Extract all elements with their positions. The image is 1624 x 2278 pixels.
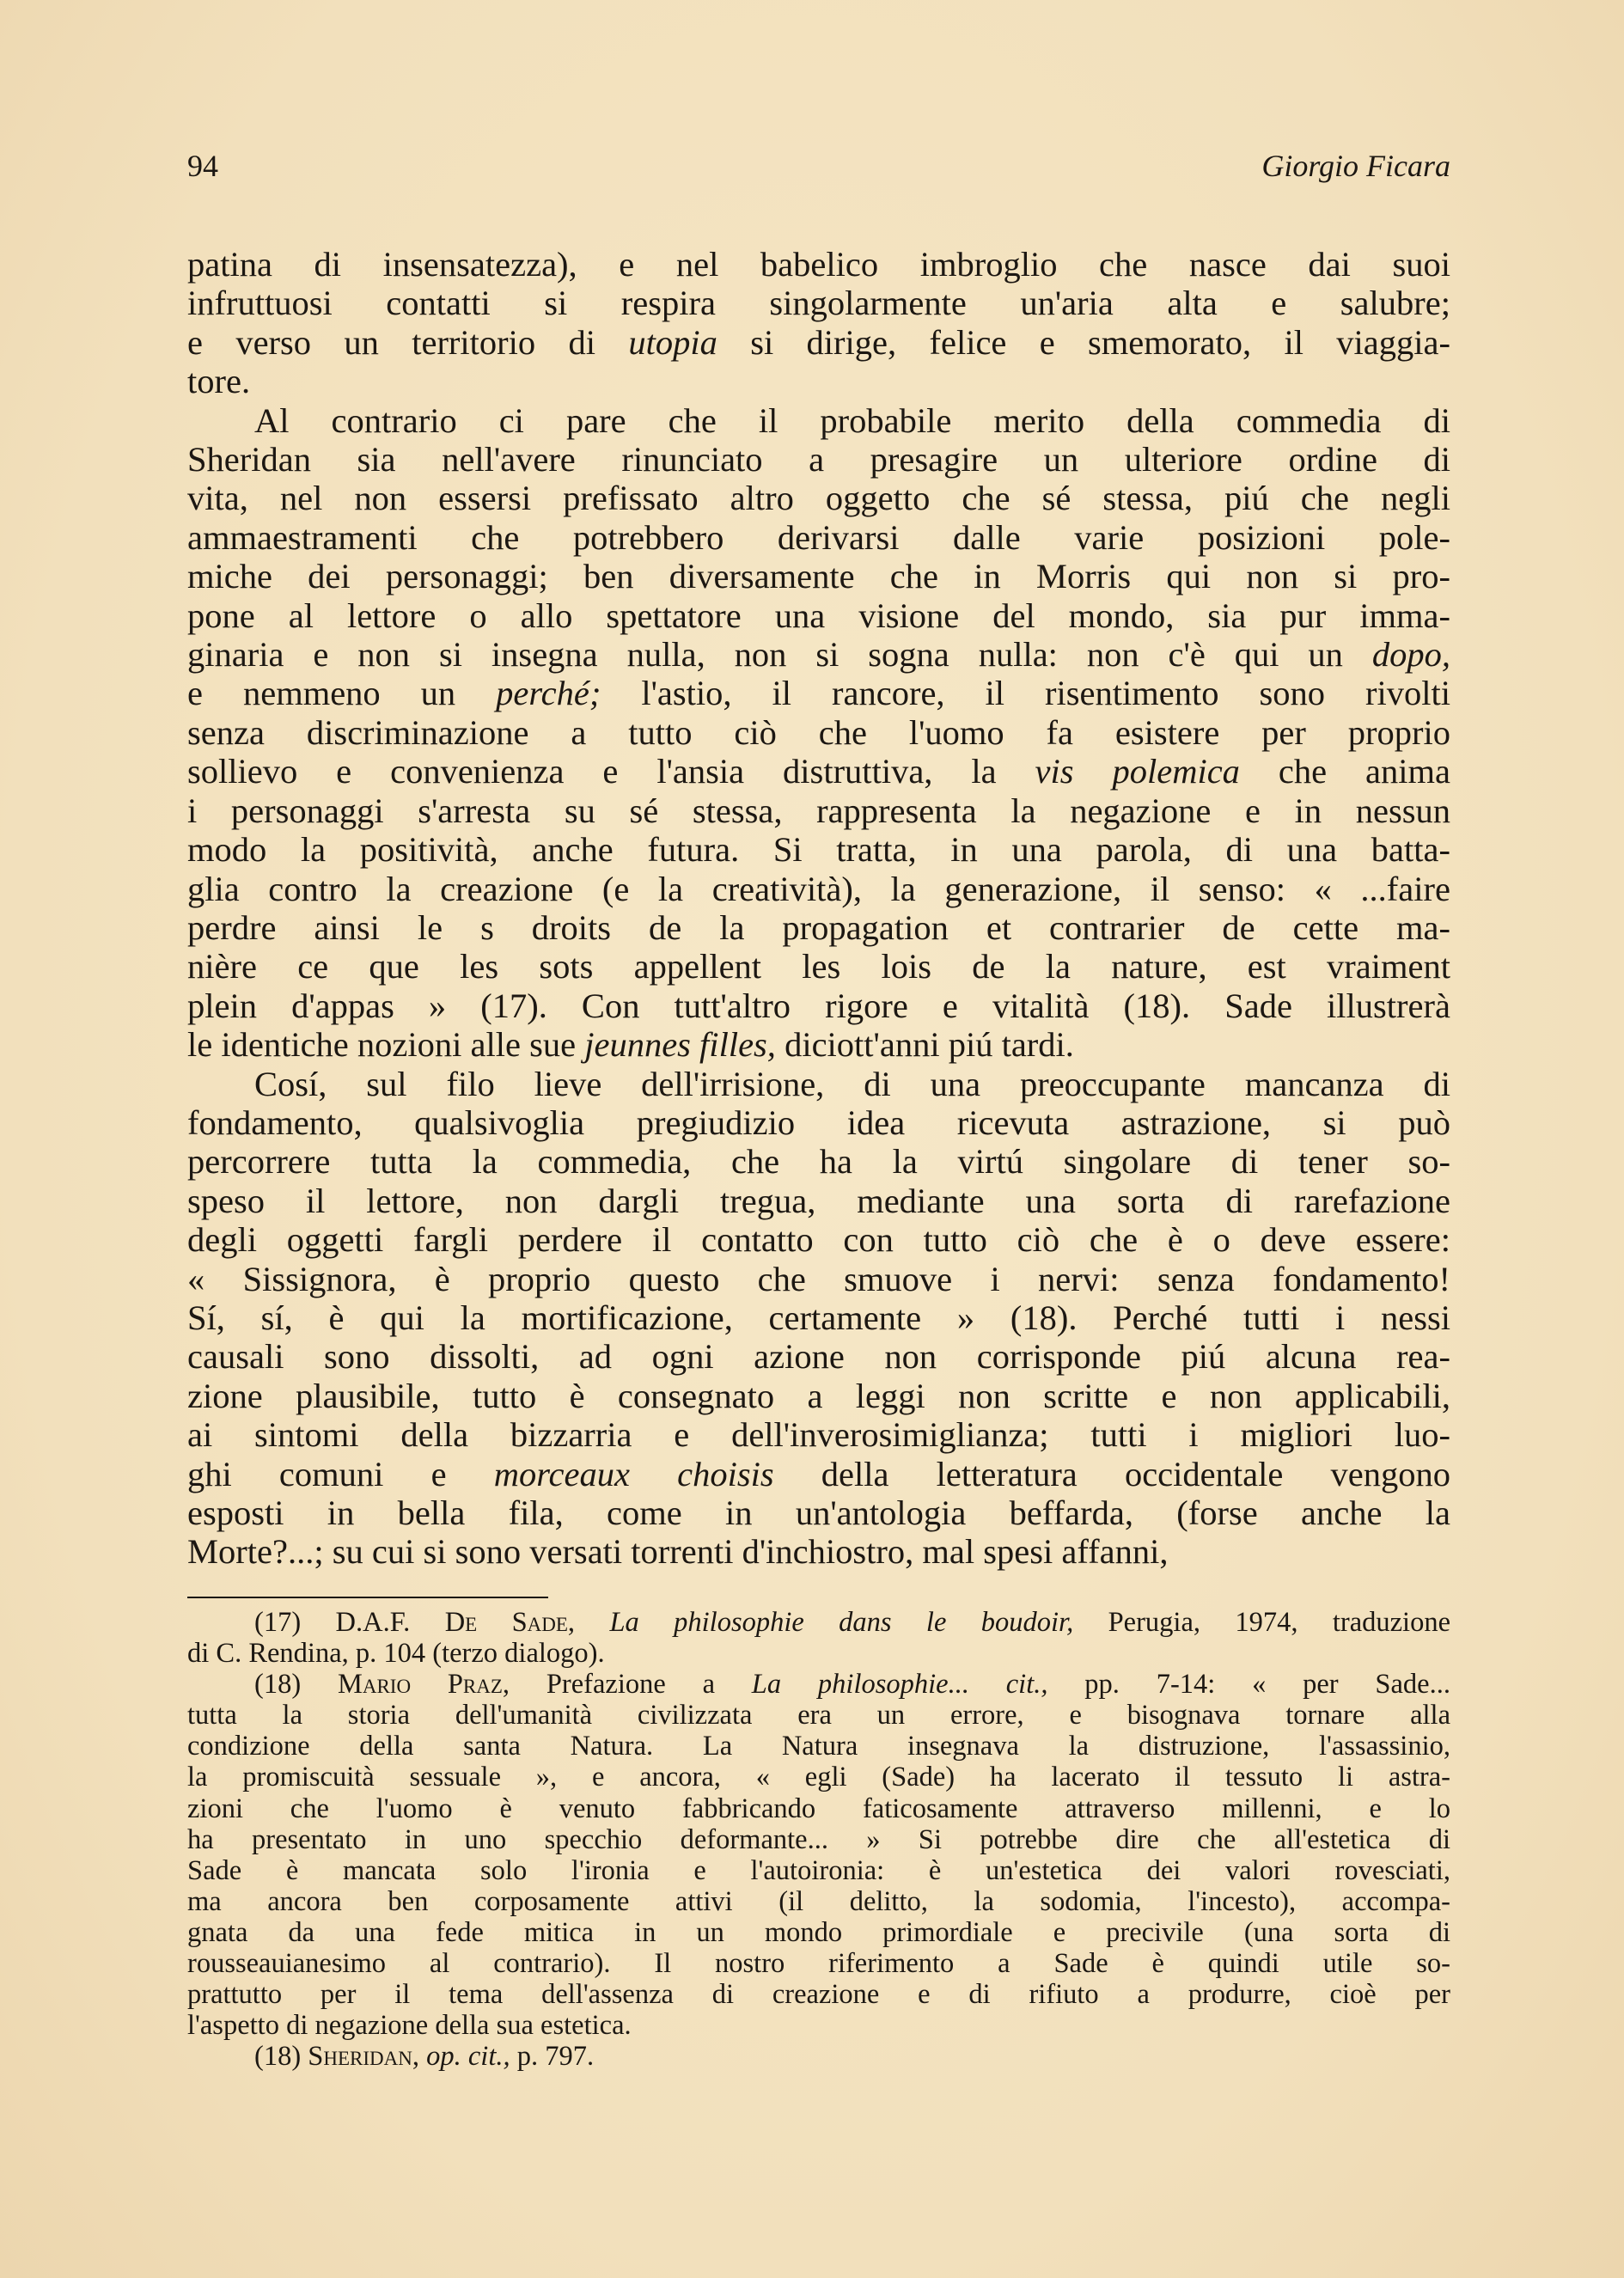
text-line: miche dei personaggi; ben diversamente che in Morris qui non si pro- — [187, 557, 1450, 596]
text-line: « Sissignora, è proprio questo che smuove i nervi: senza fondamento! — [187, 1259, 1450, 1298]
footnote-line: ha presentato in uno specchio deformante... » Si potrebbe dire che all'estetica di — [187, 1823, 1450, 1855]
text-line: Cosí, sul filo lieve dell'irrisione, di una preoccupante mancanza di — [254, 1064, 1450, 1103]
italic-run: op. cit., — [426, 2041, 510, 2073]
text-run: ghi comuni e — [187, 1454, 494, 1493]
text-run: p. 797. — [510, 2041, 595, 2073]
text-run: pp. 7-14: « per Sade... — [1047, 1669, 1450, 1701]
text-line — [187, 752, 1450, 791]
small-caps-run: Sheridan, — [308, 2041, 419, 2073]
footnote-line — [187, 1669, 1450, 1700]
text-run — [419, 2041, 426, 2072]
text-run: l'astio, il rancore, il risentimento sono rivolti — [601, 674, 1450, 713]
small-caps-run: Mario Praz, — [337, 1669, 510, 1701]
footnote-line: zioni che l'uomo è venuto fabbricando faticosamente attraverso millenni, e lo — [187, 1792, 1450, 1824]
footnote-line: gnata da una fede mitica in un mondo primordiale e precivile (una sorta di — [187, 1916, 1450, 1948]
italic-run: perché; — [496, 674, 601, 713]
text-run: ginaria e non si insegna nulla, non si sogna nulla: non c'è qui un — [187, 635, 1372, 675]
text-run: le identiche nozioni alle sue — [187, 1025, 585, 1065]
text-line: nière ce que les sots appellent les lois de la nature, est vraiment — [187, 947, 1450, 986]
text-line: Sí, sí, è qui la mortificazione, certamente » (18). Perché tutti i nessi — [187, 1298, 1450, 1337]
footnote-line: ma ancora ben corposamente attivi (il delitto, la sodomia, l'incesto), accompa- — [187, 1885, 1450, 1917]
text-line: percorrere tutta la commedia, che ha la virtú singolare di tener so- — [187, 1142, 1450, 1182]
text-line — [187, 1455, 1450, 1493]
footnote-line: rousseauianesimo al contrario). Il nostro riferimento a Sade è quindi utile so- — [187, 1948, 1450, 1980]
text-line: Morte?...; su cui si sono versati torrenti d'inchiostro, mal spesi affanni, — [187, 1532, 1169, 1572]
text-run: sollievo e convenienza e l'ansia distruttiva, la — [187, 752, 1035, 791]
text-line: esposti in bella fila, come in un'antologia beffarda, (forse anche la — [187, 1493, 1450, 1532]
text-run: (18) — [254, 2041, 308, 2073]
text-line: perdre ainsi le s droits de la propagation et contrarier de cette ma- — [187, 907, 1450, 947]
text-run: diciott'anni piú tardi. — [775, 1025, 1074, 1065]
footnote-line: Sade è mancata solo l'ironia e l'autoironia: è un'estetica dei valori rovesciati, — [187, 1854, 1450, 1886]
footnote-line: condizione della santa Natura. La Natura insegnava la distruzione, l'assassinio, — [187, 1731, 1450, 1762]
text-line — [187, 635, 1450, 674]
italic-run: morceaux choisis — [493, 1454, 774, 1493]
text-run: che anima — [1239, 752, 1450, 791]
text-line: vita, nel non essersi prefissato altro oggetto che sé stessa, piú che negli — [187, 479, 1450, 518]
text-run: Prefazione a — [510, 1669, 752, 1701]
text-line: pone al lettore o allo spettatore una visione del mondo, sia pur imma- — [187, 595, 1450, 635]
text-line — [187, 1025, 1450, 1064]
text-run: (17) D.A.F. — [254, 1607, 445, 1638]
text-line: i personaggi s'arresta su sé stessa, rappresenta la negazione e in nessun — [187, 791, 1450, 830]
italic-run: jeunnes filles, — [584, 1025, 776, 1065]
body-text — [187, 245, 1450, 1572]
text-line: patina di insensatezza), e nel babelico imbroglio che nasce dai suoi — [187, 245, 1450, 284]
italic-run: vis polemica — [1035, 752, 1240, 791]
text-run: della letteratura occidentale vengono — [773, 1454, 1450, 1493]
text-line — [187, 323, 1450, 362]
text-run: e verso un territorio di — [187, 322, 629, 362]
italic-run: La philosophie dans le boudoir, — [609, 1607, 1074, 1638]
text-line: Sheridan sia nell'avere rinunciato a presagire un ulteriore ordine di — [187, 440, 1450, 479]
text-line: ai sintomi della bizzarria e dell'inverosimiglianza; tutti i migliori luo- — [187, 1415, 1450, 1455]
text-line: fondamento, qualsivoglia pregiudizio idea ricevuta astrazione, si può — [187, 1102, 1450, 1142]
text-line: causali sono dissolti, ad ogni azione non corrisponde piú alcuna rea- — [187, 1337, 1450, 1377]
text-line: tore. — [187, 362, 251, 401]
italic-run: dopo, — [1371, 635, 1450, 675]
paragraph — [187, 245, 1450, 401]
page-header — [187, 148, 1450, 191]
small-caps-run: De Sade, — [444, 1607, 576, 1638]
text-line: glia contro la creazione (e la creatività), la generazione, il senso: « ...faire — [187, 869, 1450, 908]
text-run — [575, 1607, 609, 1638]
footnote-line: di C. Rendina, p. 104 (terzo dialogo). — [187, 1638, 605, 1670]
footnote-line: prattutto per il tema dell'assenza di creazione e di rifiuto a produrre, cioè per — [187, 1979, 1450, 2011]
footnote-line: l'aspetto di negazione della sua estetica. — [187, 2010, 632, 2042]
running-head-author: Giorgio Ficara — [1261, 149, 1450, 183]
footnote-separator — [187, 1597, 548, 1598]
footnote — [187, 1607, 1450, 1669]
footnote — [187, 2041, 1450, 2072]
text-run: si dirige, felice e smemorato, il viaggia- — [717, 322, 1450, 362]
text-line: zione plausibile, tutto è consegnato a leggi non scritte e non applicabili, — [187, 1376, 1450, 1415]
paragraph — [187, 401, 1450, 1065]
text-line: Al contrario ci pare che il probabile merito della commedia di — [254, 400, 1450, 440]
footnote-line — [187, 2041, 1450, 2072]
text-line: ammaestramenti che potrebbero derivarsi dalle varie posizioni pole- — [187, 517, 1450, 557]
italic-run: utopia — [628, 322, 717, 362]
text-line: infruttuosi contatti si respira singolarmente un'aria alta e salubre; — [187, 284, 1450, 323]
text-line: modo la positività, anche futura. Si tratta, in una parola, di una batta- — [187, 830, 1450, 870]
footnote-line: la promiscuità sessuale », e ancora, « egli (Sade) ha lacerato il tessuto li astra- — [187, 1762, 1450, 1793]
footnote-line: tutta la storia dell'umanità civilizzata era un errore, e bisognava tornare alla — [187, 1700, 1450, 1731]
text-line: senza discriminazione a tutto ciò che l'uomo fa esistere per proprio — [187, 712, 1450, 752]
page-number: 94 — [187, 149, 218, 183]
text-line — [187, 674, 1450, 712]
text-run: (18) — [254, 1669, 338, 1701]
text-line: plein d'appas » (17). Con tutt'altro rigore e vitalità (18). Sade illustrerà — [187, 986, 1450, 1025]
footnote-line — [187, 1607, 1450, 1638]
text-run: e nemmeno un — [187, 674, 497, 713]
footnote — [187, 1669, 1450, 2041]
paragraph — [187, 1065, 1450, 1572]
text-run: Perugia, 1974, traduzione — [1073, 1607, 1451, 1638]
footnotes — [187, 1607, 1450, 2072]
text-line: speso il lettore, non dargli tregua, mediante una sorta di rarefazione — [187, 1181, 1450, 1220]
text-line: degli oggetti fargli perdere il contatto con tutto ciò che è o deve essere: — [187, 1220, 1450, 1260]
italic-run: La philosophie... cit., — [751, 1669, 1048, 1701]
